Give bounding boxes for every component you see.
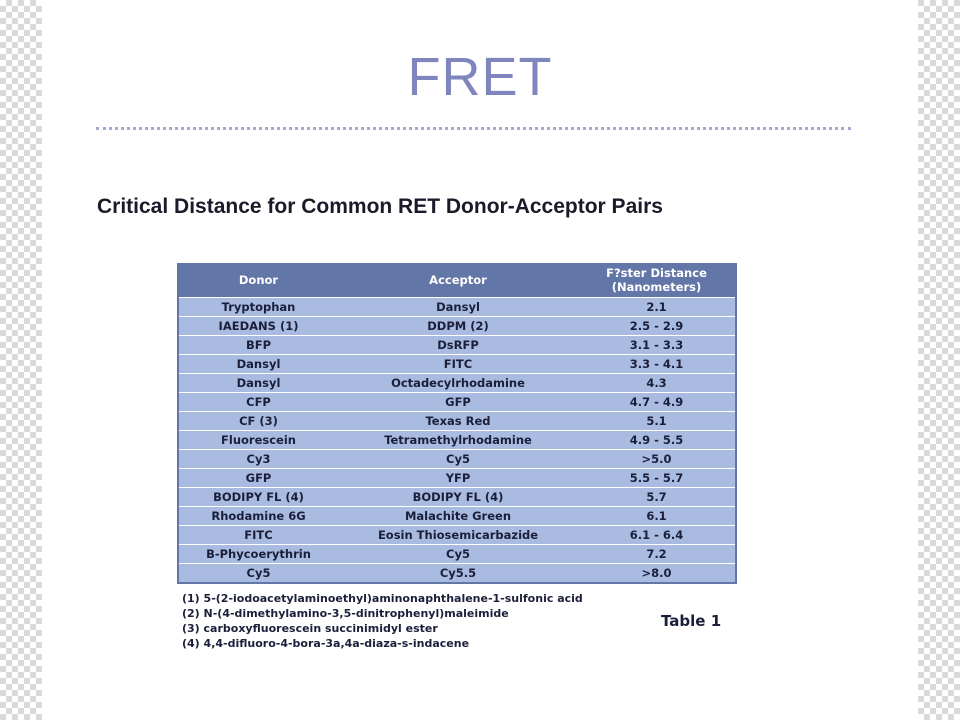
header-distance-line2: (Nanometers) (611, 280, 702, 294)
cell-distance: 2.5 - 2.9 (578, 317, 736, 336)
table-row (178, 469, 736, 488)
cell-donor: Tryptophan (178, 298, 338, 317)
cell-distance: 5.5 - 5.7 (578, 469, 736, 488)
table-row (178, 298, 736, 317)
cell-acceptor: Texas Red (338, 412, 578, 431)
table-row (178, 374, 736, 393)
header-distance-line1: F?ster Distance (606, 266, 707, 280)
footnotes (182, 591, 642, 651)
table-row (178, 393, 736, 412)
table-row (178, 526, 736, 545)
table-caption: Table 1 (661, 612, 722, 630)
footnote: (4) 4,4-difluoro-4-bora-3a,4a-diaza-s-indacene (182, 637, 470, 650)
cell-donor: Dansyl (178, 355, 338, 374)
cell-donor: IAEDANS (1) (178, 317, 338, 336)
table-body (178, 298, 736, 584)
cell-donor: GFP (178, 469, 338, 488)
cell-donor: B-Phycoerythrin (178, 545, 338, 564)
slide (42, 0, 918, 720)
cell-distance: 5.1 (578, 412, 736, 431)
table-row (178, 450, 736, 469)
cell-acceptor: Eosin Thiosemicarbazide (338, 526, 578, 545)
cell-donor: FITC (178, 526, 338, 545)
table-row (178, 507, 736, 526)
fret-table (177, 263, 737, 584)
cell-distance: 6.1 - 6.4 (578, 526, 736, 545)
cell-acceptor: Malachite Green (338, 507, 578, 526)
footnote: (1) 5-(2-iodoacetylaminoethyl)aminonaphthalene-1-sulfonic acid (182, 592, 583, 605)
table-row (178, 545, 736, 564)
cell-acceptor: DDPM (2) (338, 317, 578, 336)
cell-donor: CFP (178, 393, 338, 412)
table-row (178, 412, 736, 431)
cell-distance: 3.1 - 3.3 (578, 336, 736, 355)
cell-donor: Fluorescein (178, 431, 338, 450)
slide-subtitle: Critical Distance for Common RET Donor-Acceptor Pairs (97, 195, 663, 218)
header-distance (578, 263, 736, 298)
cell-acceptor: YFP (338, 469, 578, 488)
cell-donor: Cy3 (178, 450, 338, 469)
cell-donor: CF (3) (178, 412, 338, 431)
table-row (178, 317, 736, 336)
header-acceptor: Acceptor (338, 263, 578, 298)
cell-distance: 4.3 (578, 374, 736, 393)
table-row (178, 431, 736, 450)
table-row (178, 355, 736, 374)
table-row (178, 488, 736, 507)
table-row (178, 564, 736, 584)
slide-title: FRET (407, 47, 553, 107)
cell-distance: 2.1 (578, 298, 736, 317)
title-divider (96, 127, 851, 130)
footnote: (2) N-(4-dimethylamino-3,5-dinitrophenyl)maleimide (182, 607, 509, 620)
cell-distance: >8.0 (578, 564, 736, 584)
cell-distance: 6.1 (578, 507, 736, 526)
header-donor: Donor (178, 263, 338, 298)
cell-acceptor: FITC (338, 355, 578, 374)
cell-acceptor: Cy5.5 (338, 564, 578, 584)
cell-distance: 4.9 - 5.5 (578, 431, 736, 450)
cell-acceptor: DsRFP (338, 336, 578, 355)
cell-donor: Rhodamine 6G (178, 507, 338, 526)
cell-donor: Cy5 (178, 564, 338, 584)
cell-distance: 5.7 (578, 488, 736, 507)
cell-acceptor: Cy5 (338, 450, 578, 469)
table-figure (177, 263, 737, 655)
cell-donor: Dansyl (178, 374, 338, 393)
cell-acceptor: BODIPY FL (4) (338, 488, 578, 507)
cell-acceptor: Tetramethylrhodamine (338, 431, 578, 450)
cell-acceptor: Cy5 (338, 545, 578, 564)
cell-donor: BODIPY FL (4) (178, 488, 338, 507)
footnote: (3) carboxyfluorescein succinimidyl ester (182, 622, 438, 635)
cell-acceptor: Octadecylrhodamine (338, 374, 578, 393)
table-header-row (178, 263, 736, 298)
table-row (178, 336, 736, 355)
cell-distance: >5.0 (578, 450, 736, 469)
cell-distance: 3.3 - 4.1 (578, 355, 736, 374)
cell-donor: BFP (178, 336, 338, 355)
cell-distance: 7.2 (578, 545, 736, 564)
cell-distance: 4.7 - 4.9 (578, 393, 736, 412)
cell-acceptor: Dansyl (338, 298, 578, 317)
cell-acceptor: GFP (338, 393, 578, 412)
